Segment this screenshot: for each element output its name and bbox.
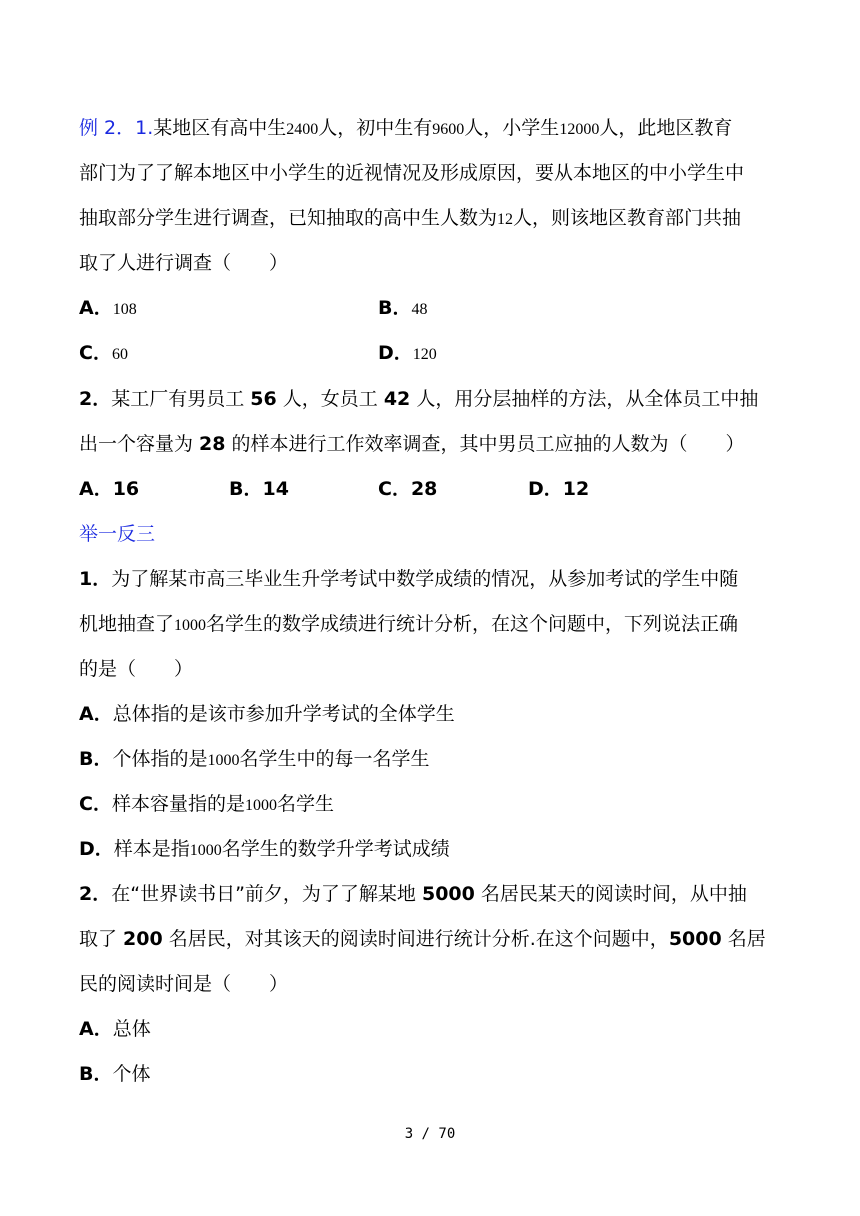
practice-q1-line2: 机地抽查了1000名学生的数学成绩进行统计分析，在这个问题中，下列说法正确 (79, 613, 739, 635)
practice-q2-line1: 2．在“世界读书日”前夕，为了了解某地 5000 名居民某天的阅读时间，从中抽 (79, 883, 747, 905)
example2-q1-option-b: B．48 (378, 297, 428, 319)
page-number: 3 / 70 (404, 1126, 456, 1142)
practice-q2-option-a: A．总体 (79, 1018, 151, 1040)
practice-q2-line3: 民的阅读时间是（ ） (79, 973, 289, 995)
practice-q2-line2: 取了 200 名居民，对其该天的阅读时间进行统计分析.在这个问题中，5000 名居 (79, 928, 766, 950)
example2-q1-line2: 部门为了了解本地区中小学生的近视情况及形成原因，要从本地区的中小学生中 (79, 162, 745, 184)
example-label: 例 2．1. (79, 117, 154, 139)
example2-q2-line2: 出一个容量为 28 的样本进行工作效率调查，其中男员工应抽的人数为（ ） (79, 433, 745, 455)
example2-q2-option-b: B．14 (229, 478, 289, 500)
example2-q1-line4: 取了人进行调查（ ） (79, 252, 289, 274)
example2-q2-line1: 2．某工厂有男员工 56 人，女员工 42 人，用分层抽样的方法，从全体员工中抽 (79, 388, 759, 410)
practice-q1-line1: 1．为了解某市高三毕业生升学考试中数学成绩的情况，从参加考试的学生中随 (79, 568, 739, 590)
example2-q1-option-c: C．60 (79, 342, 128, 364)
practice-q1-option-b: B．个体指的是1000名学生中的每一名学生 (79, 748, 430, 770)
example2-q2-option-d: D．12 (528, 478, 590, 500)
example2-q1-line3: 抽取部分学生进行调查，已知抽取的高中生人数为12人，则该地区教育部门共抽 (79, 207, 742, 229)
example2-q1-line1: 例 2．1.某地区有高中生2400人，初中生有9600人，小学生12000人，此地区教育 (79, 117, 733, 139)
example2-q1-option-a: A．108 (79, 297, 137, 319)
example2-q2-option-a: A．16 (79, 478, 140, 500)
example2-q2-option-c: C．28 (378, 478, 438, 500)
practice-q2-option-b: B．个体 (79, 1063, 151, 1085)
example2-q1-option-d: D．120 (378, 342, 437, 364)
section-title: 举一反三 (79, 523, 156, 545)
practice-q1-option-a: A．总体指的是该市参加升学考试的全体学生 (79, 703, 455, 725)
practice-q1-option-c: C．样本容量指的是1000名学生 (79, 793, 334, 815)
practice-q1-line3: 的是（ ） (79, 658, 194, 680)
practice-q1-option-d: D．样本是指1000名学生的数学升学考试成绩 (79, 838, 450, 860)
